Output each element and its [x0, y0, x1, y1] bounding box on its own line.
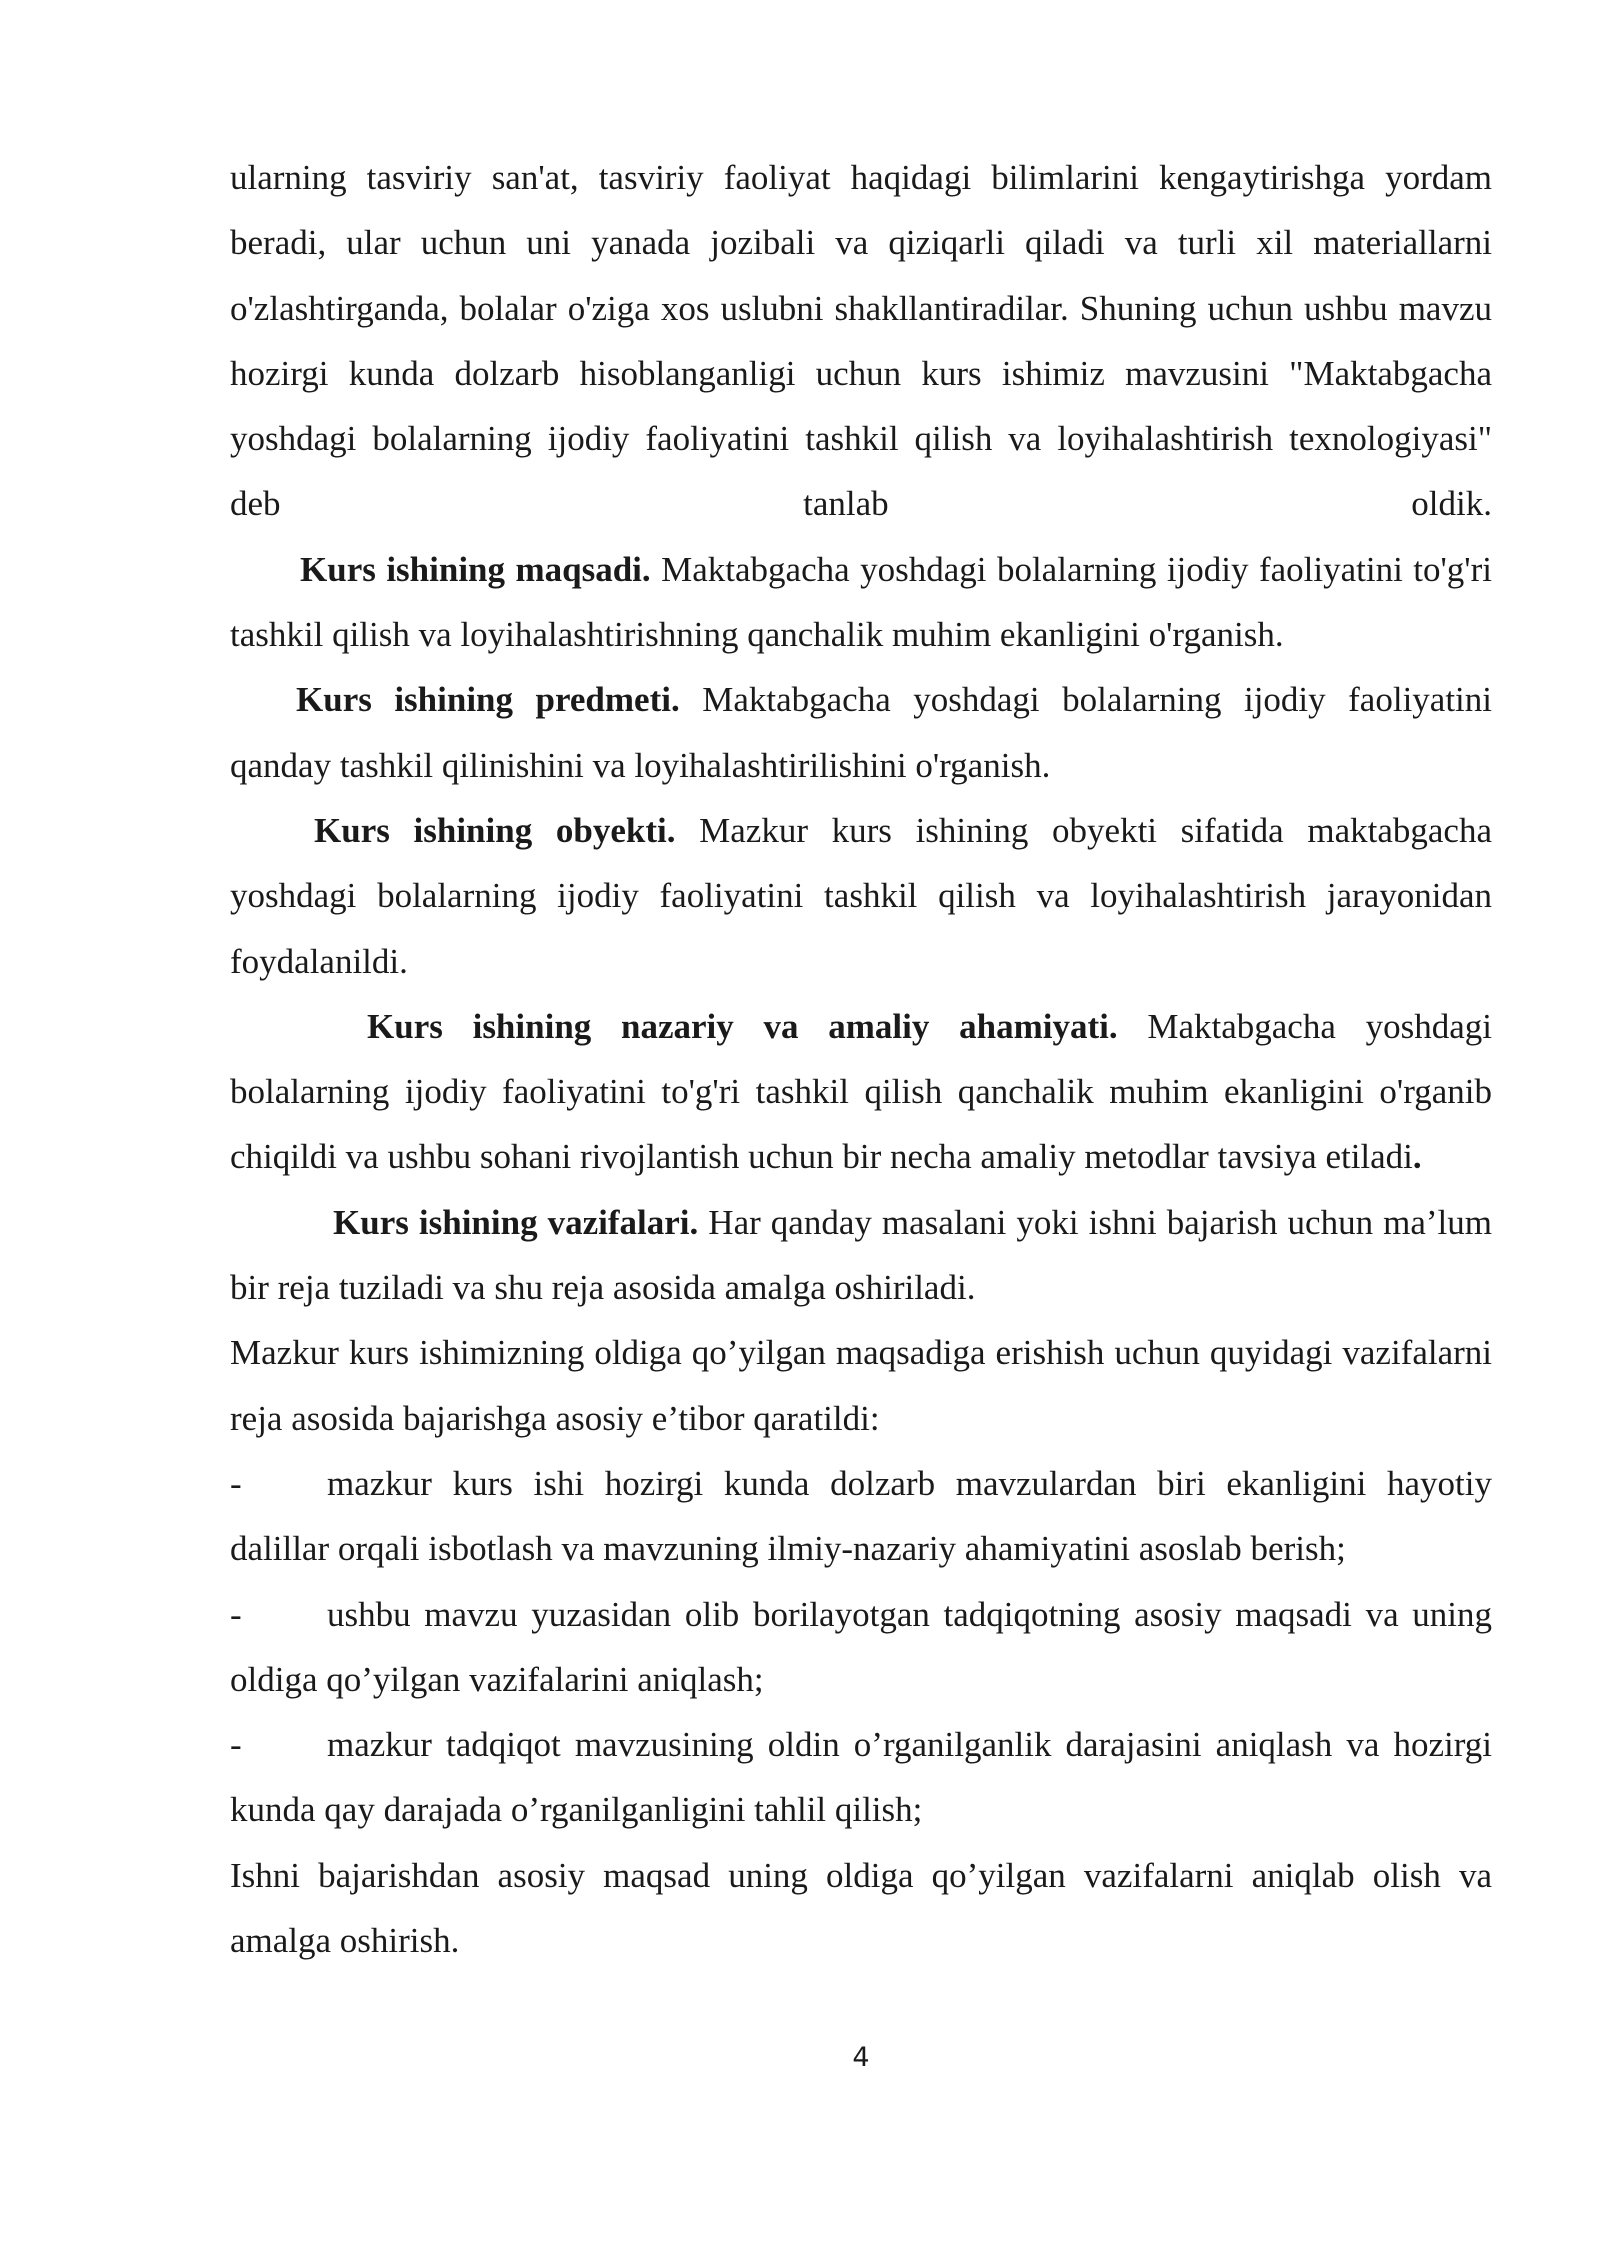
- goal-paragraph: [230, 537, 1492, 668]
- subject-text: Maktabgacha yoshdagi bolalarning ijodiy faoliyatini qanday tashkil qilinishini va loyihalashtirilishini o'rganish.: [230, 680, 1492, 785]
- goal-heading: Kurs ishining maqsadi.: [300, 549, 651, 589]
- bullet-dash: -: [230, 1594, 242, 1634]
- object-text: Mazkur kurs ishining obyekti sifatida maktabgacha yoshdagi bolalarning ijodiy faoliyatini tashkil qilish va loyihalashtirish jarayonidan foydalanildi.: [230, 810, 1492, 981]
- bullet-dash: -: [230, 1725, 242, 1765]
- subject-heading: Kurs ishining predmeti.: [296, 680, 680, 720]
- tasks-paragraph: [230, 1190, 1492, 1321]
- tasks-intro-paragraph: Mazkur kurs ishimizning oldiga qo’yilgan maqsadiga erishish uchun quyidagi vazifalarni reja asosida bajarishga asosiy e’tibor qaratildi:: [230, 1333, 1492, 1438]
- intro-paragraph: ularning tasviriy san'at, tasviriy faoliyat haqidagi bilimlarini kengaytirishga yordam beradi, ular uchun uni yanada jozibali va qiziqarli qiladi va turli xil materiallarni o'zlashtirganda, bolalar o'ziga xos uslubni shakllantiradilar. Shuning uchun ushbu mavzu hozirgi kunda dolzarb hisoblanganligi uchun kurs ishimiz mavzusini "Maktabgacha yoshdagi bolalarning ijodiy faoliyatini tashkil qilish va loyihalashtirish texnologiyasi" deb tanlab oldik.: [230, 158, 1492, 524]
- bullet-text: ushbu mavzu yuzasidan olib borilayotgan tadqiqotning asosiy maqsadi va uning oldiga qo’yilgan vazifalarini aniqlash;: [230, 1594, 1492, 1699]
- bullet-text: mazkur kurs ishi hozirgi kunda dolzarb mavzulardan biri ekanligini hayotiy dalillar orqali isbotlash va mavzuning ilmiy-nazariy ahamiyatini asoslab berish;: [230, 1463, 1492, 1569]
- object-paragraph: [230, 798, 1492, 994]
- bullet-item-3: [230, 1712, 1492, 1843]
- significance-paragraph: [230, 994, 1492, 1190]
- bullet-item-2: [230, 1582, 1492, 1713]
- closing-paragraph: Ishni bajarishdan asosiy maqsad uning oldiga qo’yilgan vazifalarni aniqlab olish va amalga oshirish.: [230, 1855, 1492, 1961]
- page-content: [230, 145, 1492, 1973]
- significance-heading: Kurs ishining nazariy va amaliy ahamiyati.: [367, 1006, 1118, 1046]
- bullet-dash: -: [230, 1463, 242, 1503]
- bullet-item-1: [230, 1451, 1492, 1582]
- subject-paragraph: [230, 667, 1492, 798]
- object-heading: Kurs ishining obyekti.: [314, 810, 676, 850]
- tasks-text: Har qanday masalani yoki ishni bajarish uchun ma’lum bir reja tuziladi va shu reja asosida amalga oshiriladi.: [230, 1202, 1492, 1308]
- significance-end-mark: .: [1412, 1137, 1422, 1177]
- goal-text: Maktabgacha yoshdagi bolalarning ijodiy faoliyatini to'g'ri tashkil qilish va loyihalashtirishning qanchalik muhim ekanligini o'rganish.: [230, 549, 1492, 655]
- page-number: 4: [852, 2042, 870, 2073]
- significance-text: Maktabgacha yoshdagi bolalarning ijodiy faoliyatini to'g'ri tashkil qilish qanchalik muhim ekanligini o'rganib chiqildi va ushbu sohani rivojlantish uchun bir necha amaliy metodlar tavsiya etiladi: [230, 1006, 1492, 1177]
- bullet-text: mazkur tadqiqot mavzusining oldin o’rganilganlik darajasini aniqlash va hozirgi kunda qay darajada o’rganilganligini tahlil qilish;: [230, 1725, 1492, 1830]
- tasks-heading: Kurs ishining vazifalari.: [333, 1202, 699, 1242]
